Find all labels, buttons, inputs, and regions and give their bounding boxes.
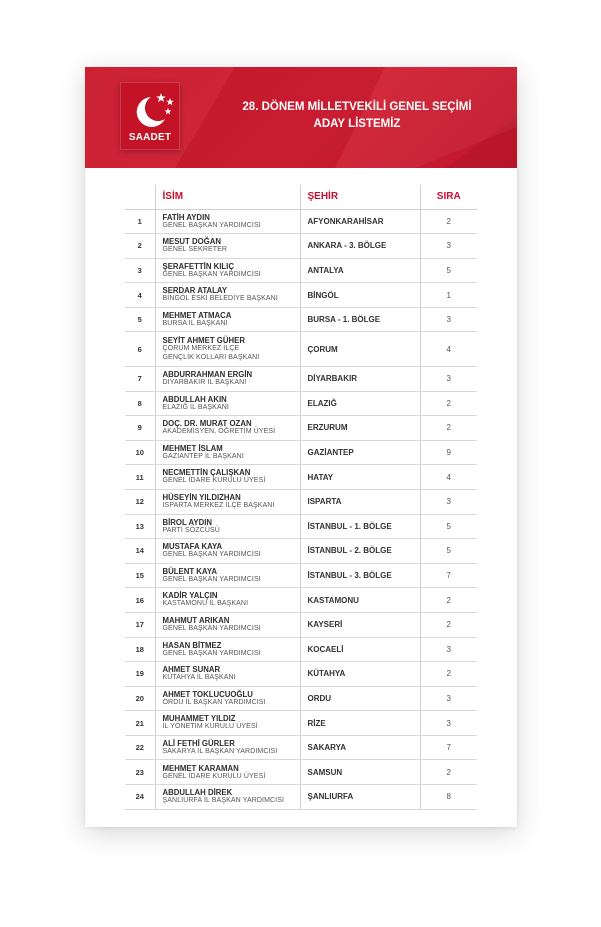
candidate-city: ERZURUM bbox=[300, 416, 420, 441]
saadet-logo bbox=[120, 82, 180, 150]
candidate-role: KÜTAHYA İL BAŞKANI bbox=[162, 674, 236, 682]
candidate-rank: 3 bbox=[420, 234, 477, 259]
candidate-role: GENEL BAŞKAN YARDIMCISI bbox=[162, 624, 261, 632]
table-row bbox=[125, 563, 477, 588]
table-row bbox=[125, 637, 477, 662]
candidate-city: KOCAELİ bbox=[300, 637, 420, 662]
candidate-rank: 2 bbox=[420, 760, 477, 785]
table-row bbox=[125, 662, 477, 687]
candidate-name: SERDAR ATALAY bbox=[162, 286, 228, 296]
candidate-role: PARTİ SÖZCÜSÜ bbox=[162, 526, 220, 534]
candidate-rank: 2 bbox=[420, 209, 477, 234]
candidate-city: ANKARA - 3. BÖLGE bbox=[300, 234, 420, 259]
candidate-rank: 4 bbox=[420, 332, 477, 367]
candidate-cell bbox=[155, 686, 300, 711]
candidate-cell bbox=[155, 760, 300, 785]
candidate-cell bbox=[155, 416, 300, 441]
candidate-rank: 2 bbox=[420, 391, 477, 416]
candidate-name: AHMET SUNAR bbox=[162, 665, 221, 675]
table-row bbox=[125, 785, 477, 810]
candidate-role: ŞANLIURFA İL BAŞKAN YARDIMCISI bbox=[162, 797, 285, 805]
candidate-rank: 8 bbox=[420, 785, 477, 810]
candidate-cell bbox=[155, 489, 300, 514]
candidate-cell bbox=[155, 514, 300, 539]
table-row bbox=[125, 234, 477, 259]
candidate-cell bbox=[155, 711, 300, 736]
row-number: 23 bbox=[125, 760, 155, 785]
candidate-city: ANTALYA bbox=[300, 258, 420, 283]
candidate-rank: 3 bbox=[420, 637, 477, 662]
candidate-city: DİYARBAKIR bbox=[300, 366, 420, 391]
candidate-name: SEYİT AHMET GÜHER bbox=[162, 336, 245, 346]
candidate-rank: 7 bbox=[420, 563, 477, 588]
row-number: 20 bbox=[125, 686, 155, 711]
candidate-role: GENEL İDARE KURULU ÜYESİ bbox=[162, 772, 266, 780]
table-header-row bbox=[125, 185, 477, 209]
candidate-name: ABDULLAH AKIN bbox=[162, 394, 227, 404]
candidate-rank: 7 bbox=[420, 735, 477, 760]
candidate-role: GENEL İDARE KURULU ÜYESİ bbox=[162, 477, 266, 485]
candidate-cell bbox=[155, 440, 300, 465]
candidate-cell bbox=[155, 366, 300, 391]
candidate-city: İSTANBUL - 1. BÖLGE bbox=[300, 514, 420, 539]
candidate-cell bbox=[155, 234, 300, 259]
row-number: 11 bbox=[125, 465, 155, 490]
candidate-name: MUHAMMET YILDIZ bbox=[162, 714, 236, 724]
candidate-rank: 5 bbox=[420, 539, 477, 564]
candidate-city: SAMSUN bbox=[300, 760, 420, 785]
candidate-city: ÇORUM bbox=[300, 332, 420, 367]
candidate-name: AHMET TOKLUCUOĞLU bbox=[162, 689, 253, 699]
candidate-city: AFYONKARAHİSAR bbox=[300, 209, 420, 234]
candidate-rank: 5 bbox=[420, 514, 477, 539]
candidate-role: ELAZIĞ İL BAŞKANI bbox=[162, 403, 229, 411]
candidate-role: BURSA İL BAŞKANI bbox=[162, 319, 228, 327]
column-header-no bbox=[125, 185, 155, 209]
candidate-name: MAHMUT ARIKAN bbox=[162, 615, 230, 625]
candidate-city: ORDU bbox=[300, 686, 420, 711]
row-number: 6 bbox=[125, 332, 155, 367]
candidate-role: AKADEMİSYEN, ÖĞRETİM ÜYESİ bbox=[162, 428, 276, 436]
candidate-name: ABDURRAHMAN ERGİN bbox=[162, 370, 253, 380]
candidate-cell bbox=[155, 637, 300, 662]
candidate-name: BÜLENT KAYA bbox=[162, 566, 217, 576]
table-row bbox=[125, 440, 477, 465]
candidate-role: ORDU İL BAŞKAN YARDIMCISI bbox=[162, 698, 266, 706]
candidate-city: KÜTAHYA bbox=[300, 662, 420, 687]
candidate-name: ALİ FETHİ GÜRLER bbox=[162, 738, 235, 748]
candidate-cell bbox=[155, 563, 300, 588]
candidate-city: ELAZIĞ bbox=[300, 391, 420, 416]
row-number: 18 bbox=[125, 637, 155, 662]
candidate-role: ÇORUM MERKEZ İLÇE bbox=[162, 345, 240, 353]
candidate-rank: 3 bbox=[420, 307, 477, 332]
candidate-name: FATİH AYDIN bbox=[162, 212, 210, 222]
table-row bbox=[125, 366, 477, 391]
row-number: 24 bbox=[125, 785, 155, 810]
candidate-city: KASTAMONU bbox=[300, 588, 420, 613]
table-row bbox=[125, 612, 477, 637]
candidate-rank: 2 bbox=[420, 416, 477, 441]
candidate-rank: 2 bbox=[420, 662, 477, 687]
candidate-city: SAKARYA bbox=[300, 735, 420, 760]
candidate-name: ŞERAFETTİN KILIÇ bbox=[162, 261, 234, 271]
candidate-role: GENÇLİK KOLLARI BAŞKANI bbox=[162, 353, 260, 361]
table-row bbox=[125, 711, 477, 736]
column-header-rank: SIRA bbox=[420, 185, 477, 209]
candidate-rank: 3 bbox=[420, 489, 477, 514]
candidate-cell bbox=[155, 612, 300, 637]
table-row bbox=[125, 760, 477, 785]
candidate-cell bbox=[155, 735, 300, 760]
candidate-city: HATAY bbox=[300, 465, 420, 490]
title-line-2: ADAY LİSTEMİZ bbox=[313, 118, 401, 130]
candidate-role: GENEL BAŞKAN YARDIMCISI bbox=[162, 575, 261, 583]
table-row bbox=[125, 489, 477, 514]
candidate-city: BURSA - 1. BÖLGE bbox=[300, 307, 420, 332]
candidate-role: GENEL BAŞKAN YARDIMCISI bbox=[162, 221, 261, 229]
row-number: 15 bbox=[125, 563, 155, 588]
candidate-cell bbox=[155, 283, 300, 308]
logo-text: SAADET bbox=[128, 132, 172, 143]
candidate-name: MEHMET ATMACA bbox=[162, 310, 232, 320]
candidate-role: GENEL BAŞKAN YARDIMCISI bbox=[162, 649, 261, 657]
candidate-city: KAYSERİ bbox=[300, 612, 420, 637]
title-line-1: 28. DÖNEM MİLLETVEKİLİ GENEL SEÇİMİ bbox=[242, 101, 472, 113]
row-number: 7 bbox=[125, 366, 155, 391]
table-row bbox=[125, 258, 477, 283]
row-number: 12 bbox=[125, 489, 155, 514]
crescent-stars-icon bbox=[121, 83, 181, 139]
candidate-role: İL YÖNETİM KURULU ÜYESİ bbox=[162, 723, 258, 731]
candidate-rows bbox=[125, 209, 477, 809]
row-number: 13 bbox=[125, 514, 155, 539]
candidate-city: ISPARTA bbox=[300, 489, 420, 514]
header-banner bbox=[85, 67, 517, 168]
candidate-name: HASAN BİTMEZ bbox=[162, 640, 222, 650]
candidate-name: BİROL AYDIN bbox=[162, 517, 213, 527]
candidate-cell bbox=[155, 307, 300, 332]
candidate-name: ABDULLAH DİREK bbox=[162, 788, 233, 798]
candidate-table bbox=[125, 185, 477, 810]
table-row bbox=[125, 307, 477, 332]
candidate-name: MUSTAFA KAYA bbox=[162, 542, 223, 552]
row-number: 21 bbox=[125, 711, 155, 736]
candidate-cell bbox=[155, 588, 300, 613]
candidate-name: NECMETTİN ÇALIŞKAN bbox=[162, 468, 251, 478]
candidate-role: SAKARYA İL BAŞKAN YARDIMCISI bbox=[162, 747, 278, 755]
table-row bbox=[125, 735, 477, 760]
candidate-rank: 5 bbox=[420, 258, 477, 283]
row-number: 9 bbox=[125, 416, 155, 441]
candidate-cell bbox=[155, 539, 300, 564]
table-row bbox=[125, 391, 477, 416]
column-header-city: ŞEHİR bbox=[300, 185, 420, 209]
table-row bbox=[125, 283, 477, 308]
table-row bbox=[125, 209, 477, 234]
table-row bbox=[125, 332, 477, 367]
table-row bbox=[125, 416, 477, 441]
page-title bbox=[215, 99, 499, 133]
row-number: 8 bbox=[125, 391, 155, 416]
candidate-city: RİZE bbox=[300, 711, 420, 736]
candidate-name: MEHMET İSLAM bbox=[162, 443, 223, 453]
row-number: 19 bbox=[125, 662, 155, 687]
row-number: 4 bbox=[125, 283, 155, 308]
row-number: 1 bbox=[125, 209, 155, 234]
candidate-role: KASTAMONU İL BAŞKANI bbox=[162, 600, 249, 608]
candidate-city: BİNGÖL bbox=[300, 283, 420, 308]
candidate-name: KADİR YALÇIN bbox=[162, 591, 218, 601]
candidate-name: MESUT DOĞAN bbox=[162, 237, 221, 247]
candidate-name: DOÇ. DR. MURAT OZAN bbox=[162, 419, 252, 429]
candidate-cell bbox=[155, 465, 300, 490]
table-row bbox=[125, 588, 477, 613]
candidate-role: BİNGÖL ESKİ BELEDİYE BAŞKANI bbox=[162, 295, 278, 303]
row-number: 17 bbox=[125, 612, 155, 637]
candidate-cell bbox=[155, 332, 300, 367]
candidate-rank: 3 bbox=[420, 711, 477, 736]
candidate-role: GENEL BAŞKAN YARDIMCISI bbox=[162, 270, 261, 278]
table-row bbox=[125, 465, 477, 490]
candidate-rank: 3 bbox=[420, 686, 477, 711]
candidate-role: GAZİANTEP İL BAŞKANI bbox=[162, 452, 244, 460]
candidate-role: DİYARBAKIR İL BAŞKANI bbox=[162, 379, 247, 387]
candidate-rank: 9 bbox=[420, 440, 477, 465]
table-row bbox=[125, 686, 477, 711]
candidate-cell bbox=[155, 662, 300, 687]
candidate-role: GENEL SEKRETER bbox=[162, 246, 228, 254]
candidate-list-card bbox=[85, 67, 517, 827]
candidate-cell bbox=[155, 209, 300, 234]
candidate-cell bbox=[155, 391, 300, 416]
candidate-rank: 2 bbox=[420, 612, 477, 637]
candidate-cell bbox=[155, 258, 300, 283]
candidate-rank: 2 bbox=[420, 588, 477, 613]
table-row bbox=[125, 539, 477, 564]
candidate-cell bbox=[155, 785, 300, 810]
candidate-name: HÜSEYİN YILDIZHAN bbox=[162, 492, 241, 502]
candidate-role: ISPARTA MERKEZ İLÇE BAŞKANI bbox=[162, 501, 275, 509]
row-number: 14 bbox=[125, 539, 155, 564]
column-header-name: İSİM bbox=[155, 185, 300, 209]
row-number: 3 bbox=[125, 258, 155, 283]
candidate-name: MEHMET KARAMAN bbox=[162, 763, 239, 773]
candidate-rank: 4 bbox=[420, 465, 477, 490]
row-number: 5 bbox=[125, 307, 155, 332]
table-row bbox=[125, 514, 477, 539]
row-number: 2 bbox=[125, 234, 155, 259]
candidate-city: İSTANBUL - 3. BÖLGE bbox=[300, 563, 420, 588]
row-number: 10 bbox=[125, 440, 155, 465]
candidate-role: GENEL BAŞKAN YARDIMCISI bbox=[162, 551, 261, 559]
candidate-rank: 1 bbox=[420, 283, 477, 308]
row-number: 22 bbox=[125, 735, 155, 760]
candidate-city: ŞANLIURFA bbox=[300, 785, 420, 810]
candidate-city: İSTANBUL - 2. BÖLGE bbox=[300, 539, 420, 564]
row-number: 16 bbox=[125, 588, 155, 613]
candidate-city: GAZİANTEP bbox=[300, 440, 420, 465]
candidate-rank: 3 bbox=[420, 366, 477, 391]
